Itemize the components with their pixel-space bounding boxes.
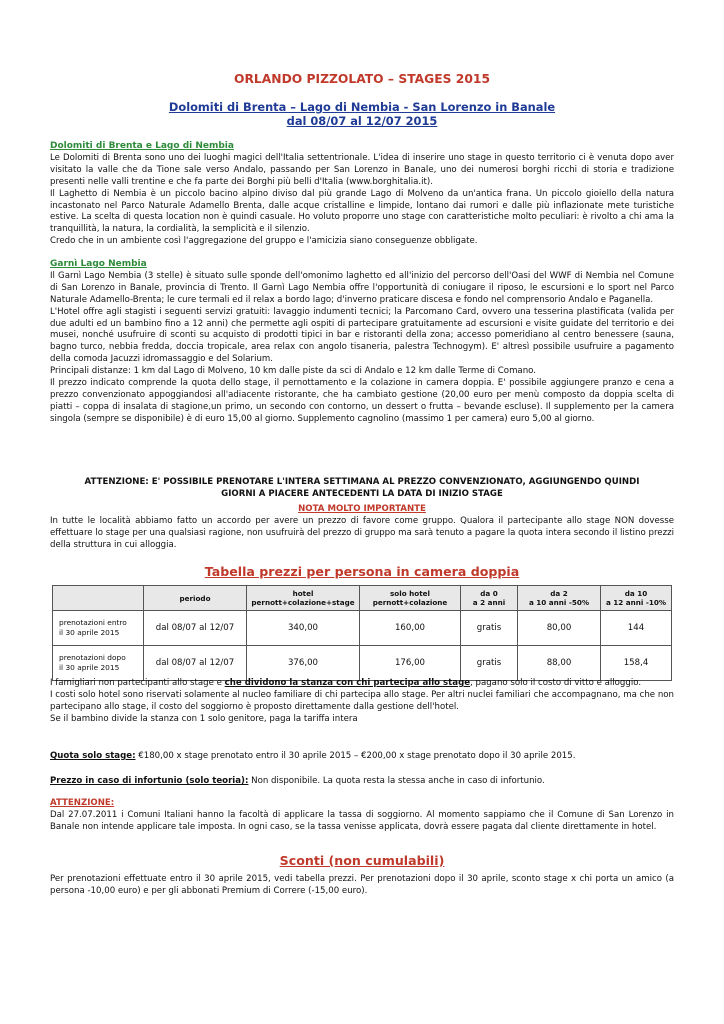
row-label: prenotazioni dopo il 30 aprile 2015 bbox=[53, 646, 144, 681]
infortunio-section bbox=[50, 776, 674, 788]
table-title: Tabella prezzi per persona in camera doppia bbox=[204, 564, 520, 579]
cell-periodo: dal 08/07 al 12/07 bbox=[144, 646, 247, 681]
header-empty bbox=[53, 586, 144, 611]
section-garni-heading: Garnì Lago Nembia bbox=[50, 259, 147, 269]
family-text-3: Se il bambino divide la stanza con 1 solo genitore, paga la tariffa intera bbox=[50, 713, 358, 724]
quota-label: Quota solo stage: bbox=[50, 751, 136, 761]
nota-section bbox=[50, 504, 674, 552]
header-da-10: da 10 a 12 anni -10% bbox=[601, 586, 672, 611]
cell-da-0: gratis bbox=[461, 646, 518, 681]
cell-da-2: 88,00 bbox=[518, 646, 601, 681]
row-label: prenotazioni entro il 30 aprile 2015 bbox=[53, 611, 144, 646]
subtitle-line-2: dal 08/07 al 12/07 2015 bbox=[286, 113, 438, 128]
infortunio-label: Prezzo in caso di infortunio (solo teoria): bbox=[50, 776, 249, 786]
header-periodo: periodo bbox=[144, 586, 247, 611]
subtitle-line-1: Dolomiti di Brenta – Lago di Nembia - San Lorenzo in Banale bbox=[168, 100, 556, 114]
quota-section bbox=[50, 751, 674, 763]
cell-solo-hotel: 160,00 bbox=[360, 611, 461, 646]
attenzione-section bbox=[50, 798, 674, 834]
section-dolomiti bbox=[50, 141, 674, 248]
section-dolomiti-text-1: Le Dolomiti di Brenta sono uno dei luoghi magici dell'Italia settentrionale. L'idea di inserire uno stage in questo territorio ci è venuta dopo aver visitato la valle che da Tione sale verso Andalo, passando per San Lorenzo in Banale, uno dei numerosi borghi ricchi di storia e tradizione presenti nelle valli trentine e che fa parte dei Borghi più belli d'Italia (www.borghitalia.it). bbox=[50, 152, 674, 187]
infortunio-text: Non disponibile. La quota resta la stessa anche in caso di infortunio. bbox=[248, 776, 545, 786]
section-garni bbox=[50, 259, 674, 426]
cell-da-2: 80,00 bbox=[518, 611, 601, 646]
section-garni-text-1: Il Garnì Lago Nembia (3 stelle) è situato sulle sponde dell'omonimo laghetto ed all'inizio del percorso dell'Oasi del WWF di Nembia nel Comune di San Lorenzo in Banale, provincia di Trento. Il Garnì Lago Nembia offre l'opportunità di coniugare il riposo, le escursioni e lo sport nel Parco Naturale Adamello-Brenta; le cure termali ed il relax a bordo lago; d'inverno praticare discesa e fondo nel comprensorio Andalo e Paganella. bbox=[50, 270, 674, 305]
family-text-highlight: che dividono la stanza con chi partecipa allo stage bbox=[224, 678, 471, 688]
table-row bbox=[53, 611, 672, 646]
nota-heading: NOTA MOLTO IMPORTANTE bbox=[298, 504, 426, 514]
section-garni-text-3: Principali distanze: 1 km dal Lago di Molveno, 10 km dalle piste da sci di Andalo e 12 km dalle Terme di Comano. bbox=[50, 366, 536, 377]
cell-periodo: dal 08/07 al 12/07 bbox=[144, 611, 247, 646]
page-subtitle bbox=[0, 101, 724, 128]
cell-da-0: gratis bbox=[461, 611, 518, 646]
family-text-2: I costi solo hotel sono riservati solamente al nucleo familiare di chi partecipa allo stage. Per altri nuclei familiari che accompagnano, ma che non partecipano allo stage, il costo del soggiorno è proposto direttamente dalla gestione dell'hotel. bbox=[50, 689, 674, 712]
header-solo-hotel: solo hotel pernott+colazione bbox=[360, 586, 461, 611]
sconti-text: Per prenotazioni effettuate entro il 30 aprile 2015, vedi tabella prezzi. Per prenotazioni dopo il 30 aprile, sconto stage x chi porta un amico (a persona -10,00 euro) e per gli abbonati Premium di Correre (-15,00 euro). bbox=[50, 874, 674, 896]
section-garni-text-2: L'Hotel offre agli stagisti i seguenti servizi gratuiti: lavaggio indumenti tecnici; la Parcomano Card, ovvero una tesserina plastificata (valida per due adulti ed un bambino fino a 12 anni) che permette agli ospiti di partecipare gratuitamente ad escursioni e visite guidate del territorio e dei musei, nonché usufruire di sconti su acquisto di prodotti tipici in bar e ristoranti della zona; accesso pomeridiano al centro benessere (sauna, bagno turco, nebbia fredda, doccia tropicale, area relax con angolo tisaneria, palestra Technogym). E' altresì possibile usufruire a pagamento della comoda Jacuzzi idromassaggio e del Solarium. bbox=[50, 306, 674, 365]
section-dolomiti-heading: Dolomiti di Brenta e Lago di Nembia bbox=[50, 141, 234, 151]
table-row bbox=[53, 646, 672, 681]
page-title: ORLANDO PIZZOLATO – STAGES 2015 bbox=[234, 72, 490, 86]
section-dolomiti-text-2: Il Laghetto di Nembia è un piccolo bacino alpino diviso dal più grande Lago di Molveno da un'antica frana. Un piccolo gioiello della natura incastonato nel Parco Naturale Adamello Brenta, dalle acque cristalline e limpide, lontano dai rumori e dalle più inflazionate mete turistiche estive. La scelta di questa location non è quindi casuale. Ho voluto proporre uno stage con caratteristiche molto peculiari: è rivolto a chi ama la tranquillità, la natura, la cordialità, la semplicità e il silenzio. bbox=[50, 188, 674, 235]
sconti-heading: Sconti (non cumulabili) bbox=[279, 853, 445, 868]
cell-solo-hotel: 176,00 bbox=[360, 646, 461, 681]
section-dolomiti-text-3: Credo che in un ambiente così l'aggregazione del gruppo e l'amicizia siano conseguenze obbligate. bbox=[50, 236, 478, 247]
nota-text: In tutte le località abbiamo fatto un accordo per avere un prezzo di favore come gruppo. Qualora il partecipante allo stage NON dovesse effettuare lo stage per una qualsiasi ragione, non usufruirà del prezzo di gruppo ma sarà tenuto a pagare la quota intera secondo il listino prezzi della struttura in cui alloggia. bbox=[50, 515, 674, 550]
header-da-0: da 0 a 2 anni bbox=[461, 586, 518, 611]
header-hotel: hotel pernott+colazione+stage bbox=[247, 586, 360, 611]
attention-caps: ATTENZIONE: E' POSSIBILE PRENOTARE L'INTERA SETTIMANA AL PREZZO CONVENZIONATO, AGGIUNGENDO QUINDI GIORNI A PIACERE ANTECEDENTI LA DATA DI INIZIO STAGE bbox=[84, 477, 640, 499]
family-text-1: I famigliari non partecipanti allo stage e che dividono la stanza con chi partecipa allo stage, pagano solo il costo di vitto e alloggio. bbox=[50, 678, 642, 688]
header-da-2: da 2 a 10 anni -50% bbox=[518, 586, 601, 611]
cell-hotel: 376,00 bbox=[247, 646, 360, 681]
attenzione-heading: ATTENZIONE: bbox=[50, 798, 115, 808]
attenzione-text: Dal 27.07.2011 i Comuni Italiani hanno la facoltà di applicare la tassa di soggiorno. Al momento sappiamo che il Comune di San Lorenzo in Banale non intende applicare tale imposta. In ogni caso, se la tassa venisse applicata, dovrà essere pagata dal cliente direttamente in hotel. bbox=[50, 809, 674, 832]
family-section bbox=[50, 678, 674, 726]
cell-da-10: 158,4 bbox=[601, 646, 672, 681]
section-garni-text-4: Il prezzo indicato comprende la quota dello stage, il pernottamento e la colazione in camera doppia. E' possibile aggiungere pranzo e cena a prezzo convenzionato appoggiandosi all'adiacente ristorante, che ha cambiato gestione (20,00 euro per menù composto da doppia scelta di piatti – coppa di insalata di stagione,un primo, un secondo con contorno, un dessert o frutta – bevande escluse). Il supplemento per la camera singola (sempre se disponibile) è di euro 15,00 al giorno. Supplemento cagnolino (massimo 1 per camera) euro 5,00 al giorno. bbox=[50, 378, 674, 424]
cell-da-10: 144 bbox=[601, 611, 672, 646]
quota-text: €180,00 x stage prenotato entro il 30 aprile 2015 – €200,00 x stage prenotato dopo il 30 aprile 2015. bbox=[135, 751, 576, 761]
price-table bbox=[52, 585, 672, 681]
cell-hotel: 340,00 bbox=[247, 611, 360, 646]
table-header-row bbox=[53, 586, 672, 611]
